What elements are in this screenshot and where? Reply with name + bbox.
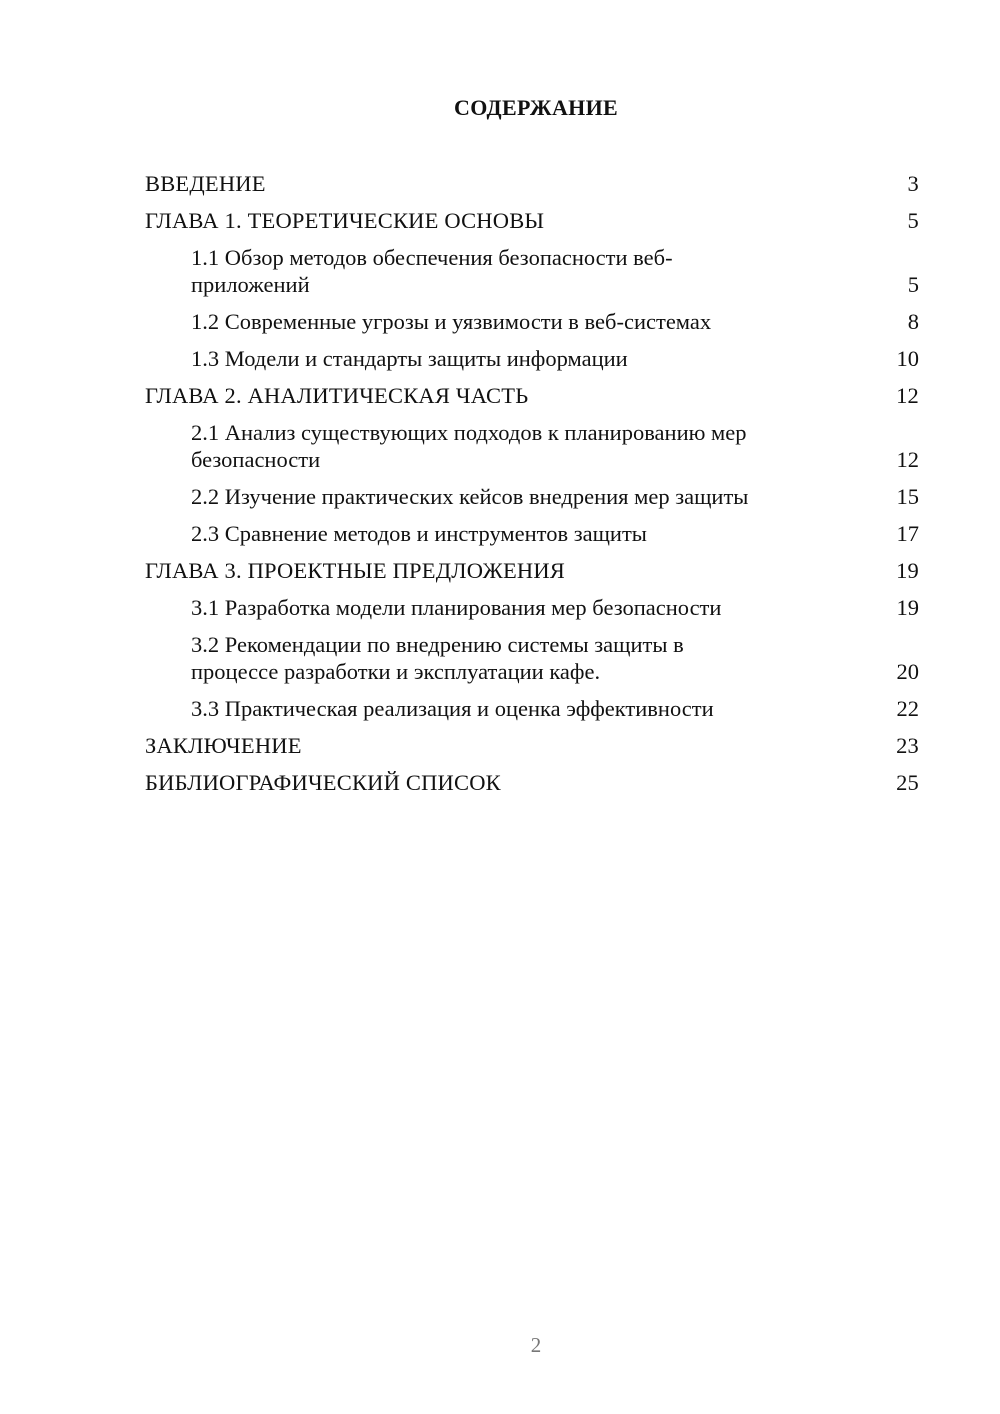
- toc-entry-page: 5: [907, 208, 919, 233]
- toc-entry-label: 3.3 Практическая реализация и оценка эффективности: [191, 696, 714, 721]
- toc-title: СОДЕРЖАНИЕ: [454, 95, 618, 120]
- toc-entry-page: 19: [896, 595, 919, 620]
- toc-entry-page: 12: [896, 383, 919, 408]
- toc-entry-page: 3: [907, 171, 919, 196]
- toc-entry-page: 22: [896, 696, 919, 721]
- toc-entry-chapter-3: [145, 557, 919, 584]
- toc-entry-page: 23: [896, 733, 919, 758]
- toc-entry-label: ГЛАВА 2. АНАЛИТИЧЕСКАЯ ЧАСТЬ: [145, 383, 529, 408]
- toc-entry-chapter-2: [145, 382, 919, 409]
- toc-entry-page: 8: [907, 309, 919, 334]
- toc-entry-label: 3.2 Рекомендации по внедрению системы защиты в процессе разработки и эксплуатации кафе.: [191, 632, 684, 684]
- toc-entry-label: 1.2 Современные угрозы и уязвимости в веб-системах: [191, 309, 712, 334]
- toc-entry-label: ГЛАВА 1. ТЕОРЕТИЧЕСКИЕ ОСНОВЫ: [145, 208, 545, 233]
- toc-entry-bibliography: [145, 769, 919, 796]
- toc-entry-page: 17: [896, 521, 919, 546]
- toc-entry-conclusion: [145, 732, 919, 759]
- toc-entry-page: 12: [896, 447, 919, 472]
- toc-entry-section-1-3: [145, 345, 919, 372]
- toc-entry-section-3-1: [145, 594, 919, 621]
- toc-entry-page: 15: [896, 484, 919, 509]
- toc-entry-page: 19: [896, 558, 919, 583]
- toc-entry-label: БИБЛИОГРАФИЧЕСКИЙ СПИСОК: [145, 770, 501, 795]
- toc-entry-label: ГЛАВА 3. ПРОЕКТНЫЕ ПРЕДЛОЖЕНИЯ: [145, 558, 566, 583]
- toc-entry-label: ВВЕДЕНИЕ: [145, 171, 266, 196]
- toc-entry-section-3-3: [145, 695, 919, 722]
- toc-entry-section-2-3: [145, 520, 919, 547]
- toc-entry-chapter-1: [145, 207, 919, 234]
- toc-entry-label: 2.1 Анализ существующих подходов к планированию мер безопасности: [191, 420, 747, 472]
- toc-entry-page: 25: [896, 770, 919, 795]
- toc-entry-label: 1.1 Обзор методов обеспечения безопасности веб-приложений: [191, 245, 673, 297]
- toc-entry-section-2-1: [145, 419, 919, 473]
- toc-entry-page: 20: [896, 659, 919, 684]
- toc-entry-label: 2.2 Изучение практических кейсов внедрения мер защиты: [191, 484, 749, 509]
- page-number: 2: [530, 1333, 542, 1357]
- toc-entry-section-3-2: [145, 631, 919, 685]
- toc-entry-section-1-2: [145, 308, 919, 335]
- toc-entry-label: 2.3 Сравнение методов и инструментов защиты: [191, 521, 647, 546]
- toc-entry-label: 1.3 Модели и стандарты защиты информации: [191, 346, 628, 371]
- toc-entry-page: 5: [907, 272, 919, 297]
- toc-entry-label: ЗАКЛЮЧЕНИЕ: [145, 733, 302, 758]
- table-of-contents: [145, 170, 919, 806]
- toc-entry-label: 3.1 Разработка модели планирования мер безопасности: [191, 595, 722, 620]
- toc-entry-section-2-2: [145, 483, 919, 510]
- toc-entry-introduction: [145, 170, 919, 197]
- toc-entry-section-1-1: [145, 244, 919, 298]
- toc-entry-page: 10: [896, 346, 919, 371]
